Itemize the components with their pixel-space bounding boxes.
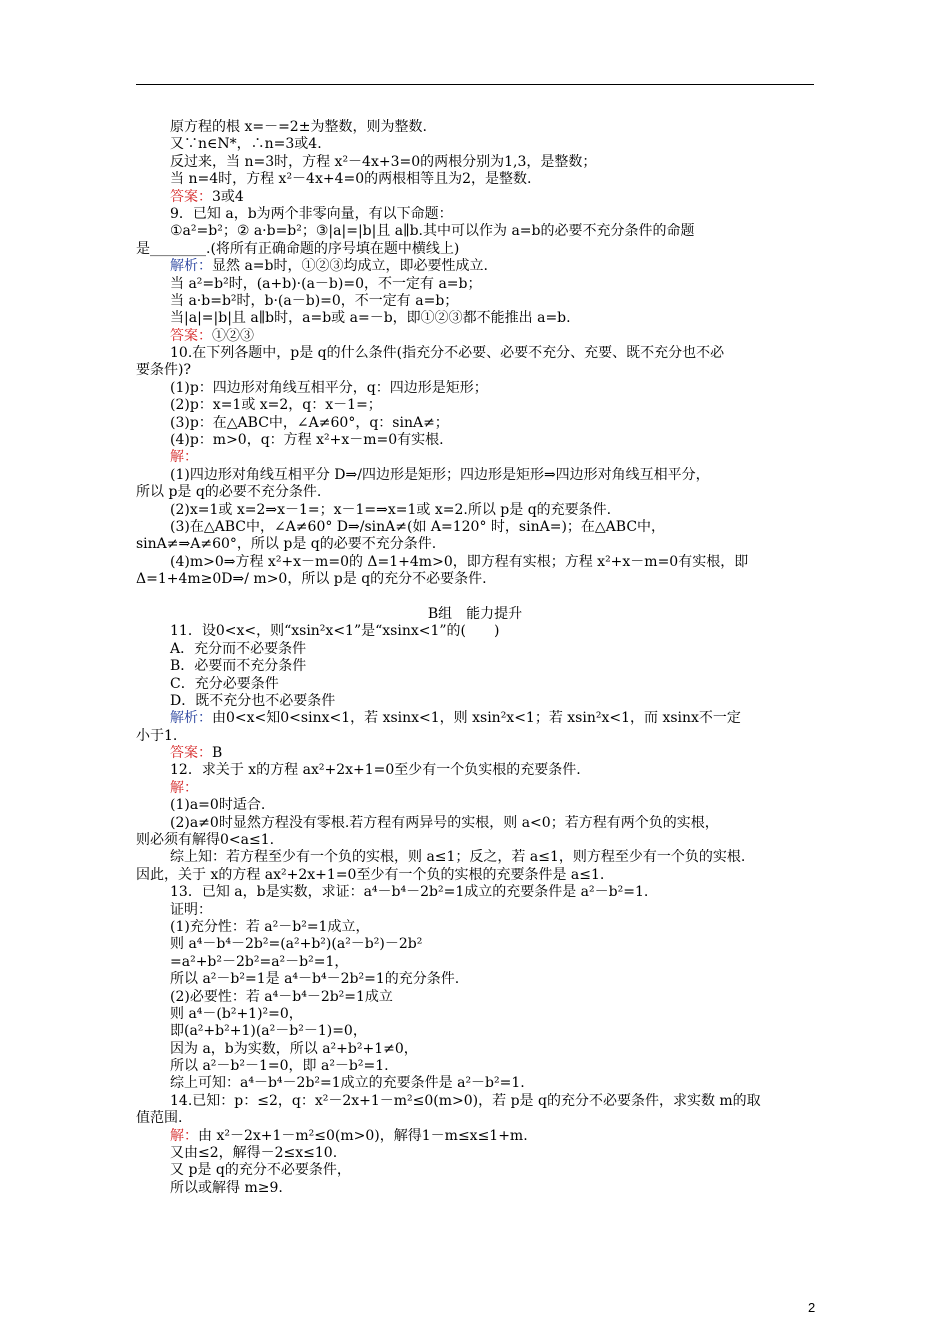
blank-line (136, 589, 814, 606)
text-line: (1)四边形对角线互相平分 D⇒/四边形是矩形；四边形是矩形⇒四边形对角线互相平分， (170, 466, 710, 483)
text-line: (4)m>0⇒方程 x²+x－m=0的 Δ=1+4m>0，即方程有实根；方程 x²+x－m=0有实根，即 (170, 553, 749, 570)
section-heading: B组 能力提升 (427, 605, 523, 622)
text-line: 值范围. (136, 1110, 183, 1127)
line-text: B (212, 745, 223, 762)
text-line: A．充分而不必要条件 (170, 640, 307, 657)
text-line: 12．求关于 x的方程 ax²+2x+1=0至少有一个负实根的充要条件. (170, 762, 581, 779)
answer-label: 答案： (170, 327, 212, 344)
text-line: 所以 a²－b²－1=0，即 a²－b²=1. (170, 1058, 389, 1075)
text-line: 即(a²+b²+1)(a²－b²－1)=0， (170, 1023, 367, 1040)
text-line: 要条件)? (136, 362, 191, 379)
line-text: 显然 a=b时，①②③均成立，即必要性成立. (212, 258, 488, 275)
text-line: 综上知：若方程至少有一个负的实根，则 a≤1；反之，若 a≤1，则方程至少有一个负的实根. (170, 849, 746, 866)
text-line: 原方程的根 x=－=2±为整数，则为整数. (170, 119, 427, 135)
text-line: 又由≤2，解得－2≤x≤10. (170, 1145, 338, 1162)
text-line: 则 a⁴－b⁴－2b²=(a²+b²)(a²－b²)－2b² (170, 936, 423, 953)
text-line: 14.已知：p：≤2，q：x²－2x+1－m²≤0(m>0)，若 p是 q的充分不必要条件，求实数 m的取 (170, 1092, 761, 1109)
text-line: 所以 p是 q的必要不充分条件. (136, 484, 322, 501)
line-text: 由 x²－2x+1－m²≤0(m>0)，解得1－m≤x≤1+m. (198, 1127, 528, 1144)
answer-label: 解： (170, 1127, 198, 1144)
answer-label: 解析： (170, 710, 212, 727)
line-text: 由0<x<知0<sinx<1，若 xsinx<1，则 xsin²x<1；若 xsin²x<1，而 xsinx不一定 (212, 710, 741, 727)
text-line: C．充分必要条件 (170, 675, 279, 692)
text-line: 反过来，当 n=3时，方程 x²－4x+3=0的两根分别为1,3，是整数； (170, 153, 597, 170)
document-body (136, 119, 814, 1197)
text-line: 则 a⁴－(b²+1)²=0， (170, 1005, 303, 1022)
text-line: Δ=1+4m≥0D⇒/ m>0，所以 p是 q的充分不必要条件. (136, 571, 487, 588)
text-line: 证明： (170, 901, 212, 918)
text-line: (4)p：m>0，q：方程 x²+x－m=0有实根. (170, 432, 444, 449)
text-line (136, 710, 814, 727)
line-text: ①②③ (212, 327, 254, 344)
line-text: 3或4 (212, 188, 244, 205)
answer-label: 解： (170, 779, 198, 796)
text-line: (2)a≠0时显然方程没有零根.若方程有两异号的实根，则 a<0；若方程有两个负的实根， (170, 814, 719, 831)
text-line: 当 a·b=b²时，b·(a－b)=0，不一定有 a=b； (170, 292, 459, 309)
text-line: (2)x=1或 x=2⇒x－1=；x－1=⇒x=1或 x=2.所以 p是 q的充要条件. (170, 501, 612, 518)
text-line: D．既不充分也不必要条件 (170, 692, 336, 709)
text-line: 13．已知 a，b是实数，求证：a⁴－b⁴－2b²=1成立的充要条件是 a²－b²=1. (170, 884, 649, 901)
text-line: ①a²=b²；② a·b=b²；③|a|=|b|且 a∥b.其中可以作为 a=b的必要不充分条件的命题 (170, 223, 695, 240)
text-line: 小于1. (136, 727, 178, 744)
text-line: 则必须有解得0<a≤1. (136, 832, 275, 849)
text-line: 综上可知：a⁴－b⁴－2b²=1成立的充要条件是 a²－b²=1. (170, 1075, 525, 1092)
text-line: 9．已知 a，b为两个非零向量，有以下命题： (170, 205, 453, 222)
text-line: (1)a=0时适合. (170, 797, 266, 814)
text-line: 所以或解得 m≥9. (170, 1179, 283, 1196)
text-line (136, 328, 814, 345)
text-line: 10.在下列各题中，p是 q的什么条件(指充分不必要、必要不充分、充要、既不充分也不必 (170, 345, 725, 362)
page-number: 2 (808, 1300, 816, 1315)
text-line: 因此，关于 x的方程 ax²+2x+1=0至少有一个负的实根的充要条件是 a≤1. (136, 866, 605, 883)
text-line: 当|a|=|b|且 a∥b时，a=b或 a=－b，即①②③都不能推出 a=b. (170, 310, 571, 327)
text-line (136, 780, 814, 797)
text-line: (3)在△ABC中，∠A≠60° D⇒/sinA≠(如 A=120° 时，sinA=)；在△ABC中， (170, 518, 666, 535)
text-line: 又 p是 q的充分不必要条件， (170, 1162, 351, 1179)
text-line: (2)必要性：若 a⁴－b⁴－2b²=1成立 (170, 988, 393, 1005)
header-rule (136, 84, 814, 85)
text-line (136, 745, 814, 762)
answer-label: 解： (170, 449, 198, 466)
text-line: (3)p：在△ABC中，∠A≠60°，q：sinA≠； (170, 414, 449, 431)
text-line (136, 258, 814, 275)
answer-label: 答案： (170, 745, 212, 762)
text-line (136, 1128, 814, 1145)
text-line: B．必要而不充分条件 (170, 658, 307, 675)
text-line (136, 449, 814, 466)
text-line: (1)p：四边形对角线互相平分，q：四边形是矩形； (170, 379, 488, 396)
text-line: sinA≠⇒A≠60°，所以 p是 q的必要不充分条件. (136, 536, 437, 553)
answer-label: 答案： (170, 188, 212, 205)
text-line (136, 189, 814, 206)
text-line: =a²+b²－2b²=a²－b²=1， (170, 953, 349, 970)
text-line: 所以 a²－b²=1是 a⁴－b⁴－2b²=1的充分条件. (170, 971, 460, 988)
text-line: 当 a²=b²时，(a+b)·(a－b)=0，不一定有 a=b； (170, 275, 482, 292)
text-line: 是________.(将所有正确命题的序号填在题中横线上) (136, 240, 460, 257)
text-line: (2)p：x=1或 x=2，q：x－1=； (170, 397, 382, 414)
text-line: (1)充分性：若 a²－b²=1成立， (170, 918, 370, 935)
text-line: 又∵n∈N*，∴n=3或4. (170, 136, 322, 153)
text-line: 11．设0<x<，则“xsin²x<1”是“xsinx<1”的( ) (170, 623, 500, 640)
text-line: 当 n=4时，方程 x²－4x+4=0的两根相等且为2，是整数. (170, 171, 532, 188)
answer-label: 解析： (170, 258, 212, 275)
text-line: 因为 a，b为实数，所以 a²+b²+1≠0， (170, 1040, 418, 1057)
